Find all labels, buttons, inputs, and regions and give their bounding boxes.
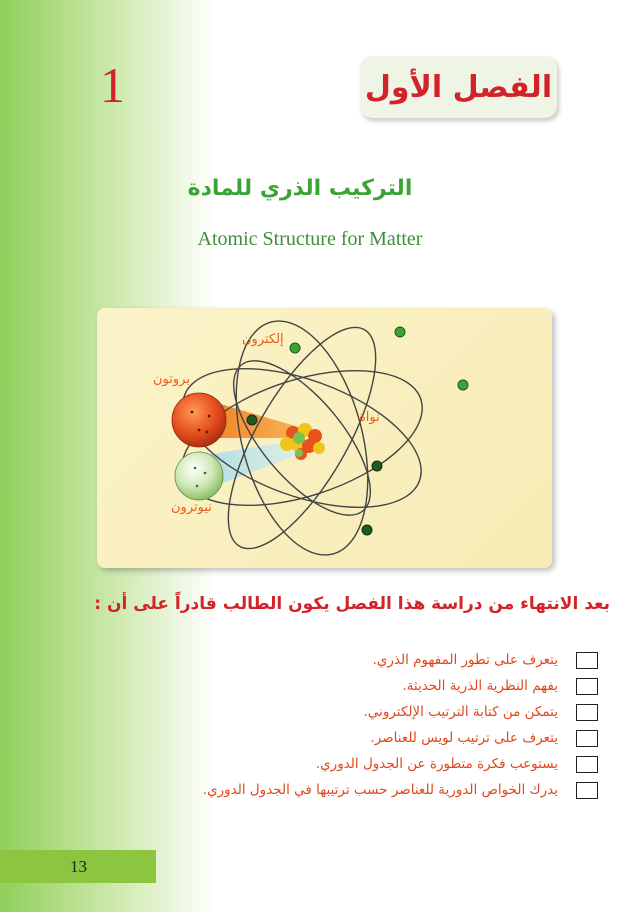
- chapter-title-arabic: التركيب الذري للمادة: [187, 176, 413, 201]
- objective-item: [373, 650, 598, 670]
- chapter-badge: [360, 56, 557, 118]
- objective-text: يتمكن من كتابة الترتيب الإلكتروني.: [363, 704, 558, 720]
- chapter-label: الفصل الأول: [364, 69, 553, 105]
- objective-text: يتعرف على تطور المفهوم الذري.: [372, 652, 558, 668]
- objective-item: [402, 676, 598, 696]
- objective-text: يفهم النظرية الذرية الحديثة.: [402, 678, 558, 694]
- checkbox[interactable]: [576, 678, 598, 695]
- label-proton: بروتون: [153, 372, 190, 387]
- objective-item: [203, 780, 598, 800]
- label-nucleus: نواة: [359, 410, 380, 425]
- objective-text: يدرك الخواص الدورية للعناصر حسب ترتيبها في الجدول الدوري.: [202, 782, 558, 798]
- checkbox[interactable]: [576, 652, 598, 669]
- checkbox[interactable]: [576, 730, 598, 747]
- atom-diagram: [97, 308, 552, 568]
- page-number: 13: [70, 856, 87, 876]
- objective-text: يتعرف على ترتيب لويس للعناصر.: [370, 730, 558, 746]
- chapter-number: 1: [100, 57, 125, 113]
- checkbox[interactable]: [576, 782, 598, 799]
- objective-item: [370, 728, 598, 748]
- label-electron: إلكترون: [242, 332, 284, 347]
- objective-item: [316, 754, 598, 774]
- checkbox[interactable]: [576, 756, 598, 773]
- objective-item: [364, 702, 598, 722]
- label-neutron: نيوترون: [171, 500, 212, 515]
- checkbox[interactable]: [576, 704, 598, 721]
- neutron-sphere: [175, 452, 223, 500]
- objectives-intro: بعد الانتهاء من دراسة هذا الفصل يكون الطالب قادراً على أن :: [94, 594, 610, 614]
- page-number-bar: [0, 850, 156, 883]
- atom-figure: [97, 308, 552, 568]
- chapter-title-english: Atomic Structure for Matter: [197, 228, 423, 250]
- objective-text: يستوعب فكرة متطورة عن الجدول الدوري.: [315, 756, 558, 772]
- proton-sphere: [172, 393, 226, 447]
